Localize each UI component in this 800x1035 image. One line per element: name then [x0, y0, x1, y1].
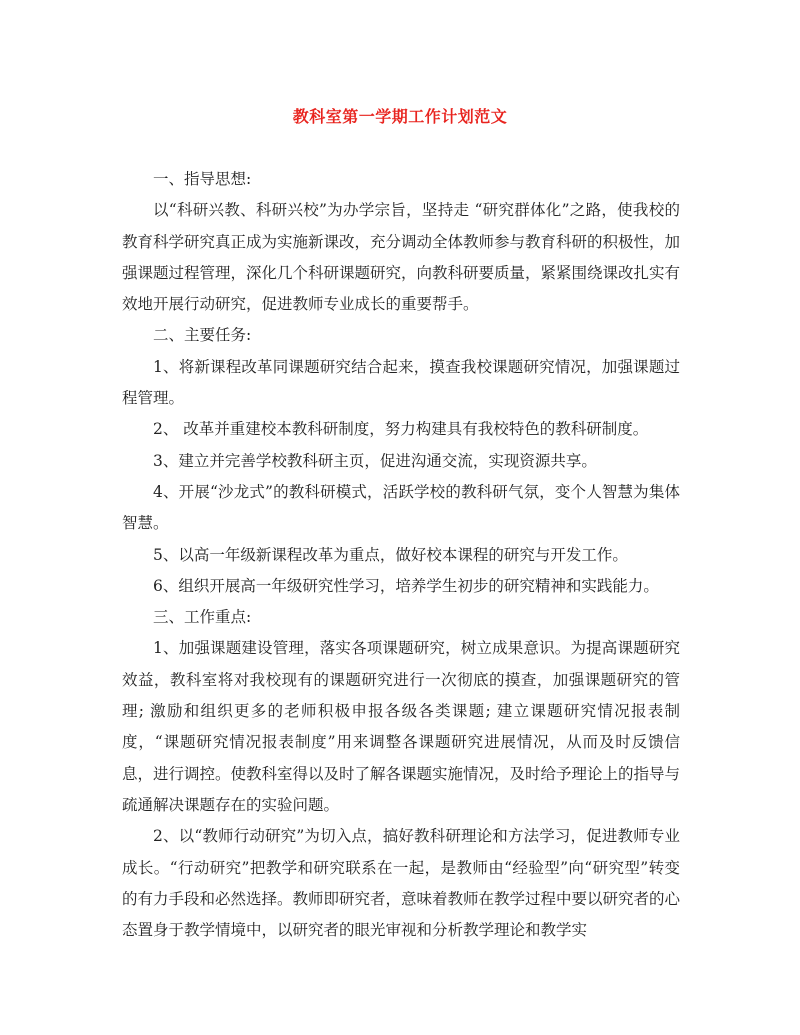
document-body — [122, 164, 680, 946]
focus-item-1: 1、加强课题建设管理，落实各项课题研究，树立成果意识。为提高课题研究效益，教科室将对我校现有的课题研究进行一次彻底的摸查，加强课题研究的管理; 激励和组织更多的老师积极申报各级各类课题; 建立课题研究情况报表制度，“课题研究情况报表制度”用来调整各课题研究进展情况，从而及时反馈信息，进行调控。使教科室得以及时了解各课题实施情况，及时给予理论上的指导与疏通解决课题存在的实验问题。 — [122, 639, 681, 814]
task-item-5: 5、以高一年级新课程改革为重点，做好校本课程的研究与开发工作。 — [153, 545, 628, 564]
section-heading-work-focus: 三、工作重点: — [153, 608, 252, 627]
task-item-4: 4、开展“沙龙式”的教科研模式，活跃学校的教科研气氛，变个人智慧为集体智慧。 — [122, 482, 680, 533]
task-item-1: 1、将新课程改革同课题研究结合起来，摸查我校课题研究情况，加强课题过程管理。 — [122, 357, 680, 408]
focus-item-2: 2、以“教师行动研究”为切入点，搞好教科研理论和方法学习，促进教师专业成长。“行动研究”把教学和研究联系在一起，是教师由“经验型”向“研究型”转变的有力手段和必然选择。教师即研究者，意味着教师在教学过程中要以研究者的心态置身于教学情境中，以研究者的眼光审视和分析教学理论和教学实 — [122, 827, 681, 940]
task-item-6: 6、组织开展高一年级研究性学习，培养学生初步的研究精神和实践能力。 — [153, 576, 659, 595]
paragraph-guiding-thought: 以“科研兴教、科研兴校”为办学宗旨，坚持走 “研究群体化”之路，使我校的教育科学研究真正成为实施新课改，充分调动全体教师参与教育科研的积极性，加强课题过程管理，深化几个科研课题研究，向教科研要质量，紧紧围绕课改扎实有效地开展行动研究，促进教师专业成长的重要帮手。 — [122, 201, 681, 314]
task-item-2: 2、 改革并重建校本教科研制度，努力构建具有我校特色的教科研制度。 — [153, 420, 649, 439]
section-heading-main-tasks: 二、主要任务: — [153, 326, 252, 345]
task-item-3: 3、建立并完善学校教科研主页，促进沟通交流，实现资源共享。 — [153, 451, 597, 470]
section-heading-guiding-thought: 一、指导思想: — [153, 170, 252, 188]
document-title: 教科室第一学期工作计划范文 — [292, 107, 508, 126]
